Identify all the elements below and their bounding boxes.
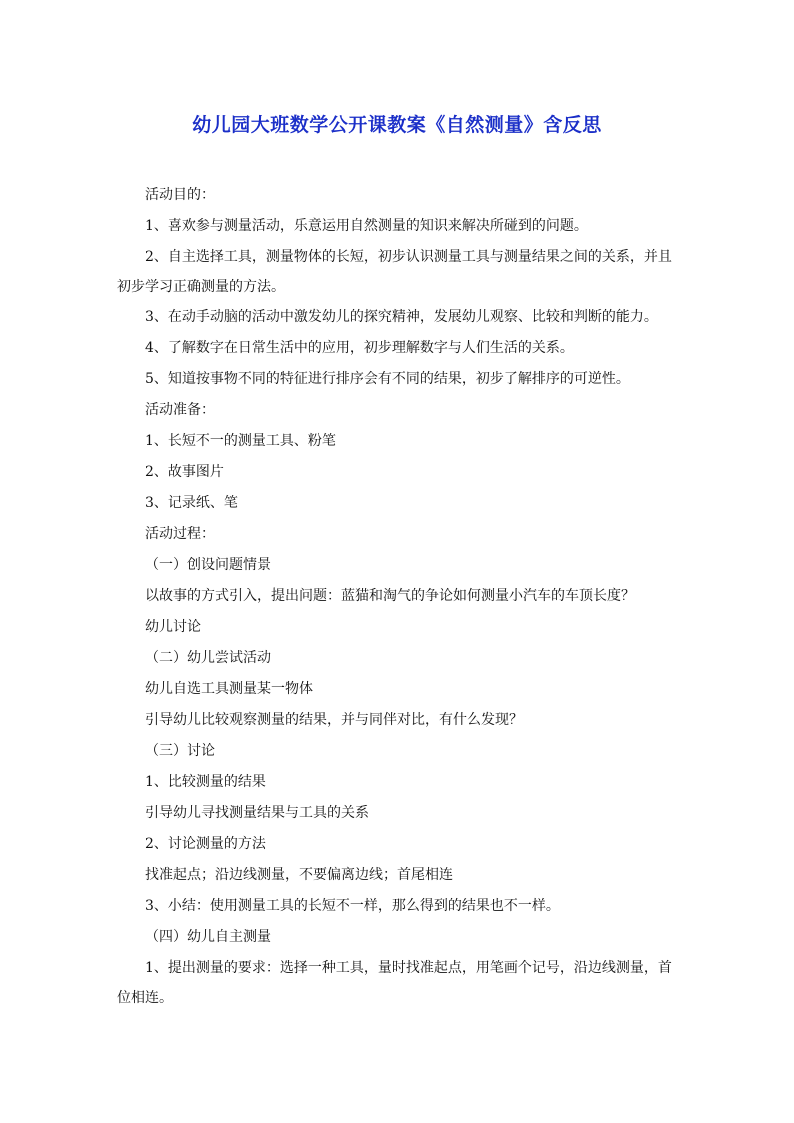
paragraph: 幼儿讨论: [145, 619, 201, 635]
subsection-heading: （三）讨论: [145, 743, 215, 759]
paragraph: 1、提出测量的要求：选择一种工具，量时找准起点，用笔画个记号，沿边线测量，首位相连。: [117, 960, 672, 1006]
subsection-heading: （一）创设问题情景: [145, 557, 271, 573]
paragraph: 以故事的方式引入，提出问题：蓝猫和淘气的争论如何测量小汽车的车顶长度？: [145, 588, 635, 604]
paragraph: 2、故事图片: [145, 464, 224, 480]
paragraph: 5、知道按事物不同的特征进行排序会有不同的结果，初步了解排序的可逆性。: [145, 371, 630, 387]
subsection-heading: （二）幼儿尝试活动: [145, 650, 271, 666]
section-heading-process: 活动过程：: [145, 526, 215, 542]
paragraph: 1、比较测量的结果: [145, 774, 266, 790]
paragraph: 2、自主选择工具，测量物体的长短，初步认识测量工具与测量结果之间的关系，并且初步学习正确测量的方法。: [117, 249, 672, 295]
paragraph: 3、记录纸、笔: [145, 495, 238, 511]
subsection-heading: （四）幼儿自主测量: [145, 929, 271, 945]
paragraph: 引导幼儿寻找测量结果与工具的关系: [145, 805, 369, 821]
section-heading-goals: 活动目的：: [145, 187, 215, 203]
paragraph: 1、长短不一的测量工具、粉笔: [145, 433, 336, 449]
paragraph: 1、喜欢参与测量活动，乐意运用自然测量的知识来解决所碰到的问题。: [145, 218, 588, 234]
paragraph: 找准起点；沿边线测量，不要偏离边线；首尾相连: [145, 867, 453, 883]
paragraph: 2、讨论测量的方法: [145, 836, 266, 852]
paragraph: 幼儿自选工具测量某一物体: [145, 681, 313, 697]
paragraph: 3、小结：使用测量工具的长短不一样，那么得到的结果也不一样。: [145, 898, 560, 914]
document-title: 幼儿园大班数学公开课教案《自然测量》含反思: [192, 114, 602, 136]
paragraph: 3、在动手动脑的活动中激发幼儿的探究精神，发展幼儿观察、比较和判断的能力。: [145, 309, 658, 325]
paragraph: 引导幼儿比较观察测量的结果，并与同伴对比，有什么发现？: [145, 712, 523, 728]
paragraph: 4、了解数字在日常生活中的应用，初步理解数字与人们生活的关系。: [145, 340, 574, 356]
section-heading-preparation: 活动准备：: [145, 402, 215, 418]
document-body: [117, 180, 682, 1013]
